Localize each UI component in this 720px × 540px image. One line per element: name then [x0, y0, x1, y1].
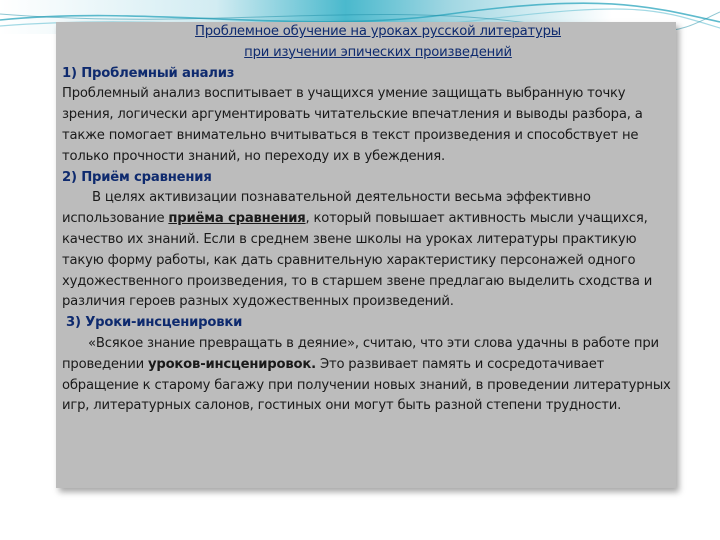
section-3-text-before: «Всякое знание превращать в деяние», считаю, что эти слова удачны в работе при проведении	[62, 335, 659, 372]
section-2-emphasis: приёма сравнения	[168, 211, 306, 227]
slide-title	[92, 22, 664, 64]
section-2-text-after: , который повышает активность мысли учащихся, качество их знаний. Если в среднем звене школы на уроках литературы практикую такую форму работы, как дать сравнительную характеристику персонажей одного художественного произведения, то в старшем звене предлагаю выделить сходства и различия героев разных художественных произведений.	[62, 211, 653, 310]
slide-content	[62, 22, 674, 417]
title-line-2: при изучении эпических произведений	[244, 44, 512, 60]
section-2-heading: 2) Приём сравнения	[62, 169, 212, 185]
section-1-heading: 1) Проблемный анализ	[62, 65, 235, 81]
section-3-heading: 3) Уроки-инсценировки	[66, 315, 243, 331]
title-line-1: Проблемное обучение на уроках русской литературы	[195, 24, 561, 39]
section-2-text	[62, 188, 674, 313]
section-3-text-after: Это развивает память и сосредотачивает обращение к старому багажу при получении новых знаний, в проведении литературных игр, литературных салонов, гостиных они могут быть разной степени трудности.	[62, 356, 671, 414]
slide-panel	[56, 22, 676, 488]
section-1-text: Проблемный анализ воспитывает в учащихся умение защищать выбранную точку зрения, логически аргументировать читательские впечатления и выводы разбора, а также помогает внимательно вчитываться в текст произведения и способствует не только прочности знаний, но переходу их в убеждения.	[62, 86, 643, 164]
section-3-emphasis: уроков-инсценировок.	[147, 356, 316, 372]
section-3-text	[62, 334, 674, 417]
section-2-text-before: В целях активизации познавательной деятельности весьма эффективно использование	[62, 190, 591, 227]
